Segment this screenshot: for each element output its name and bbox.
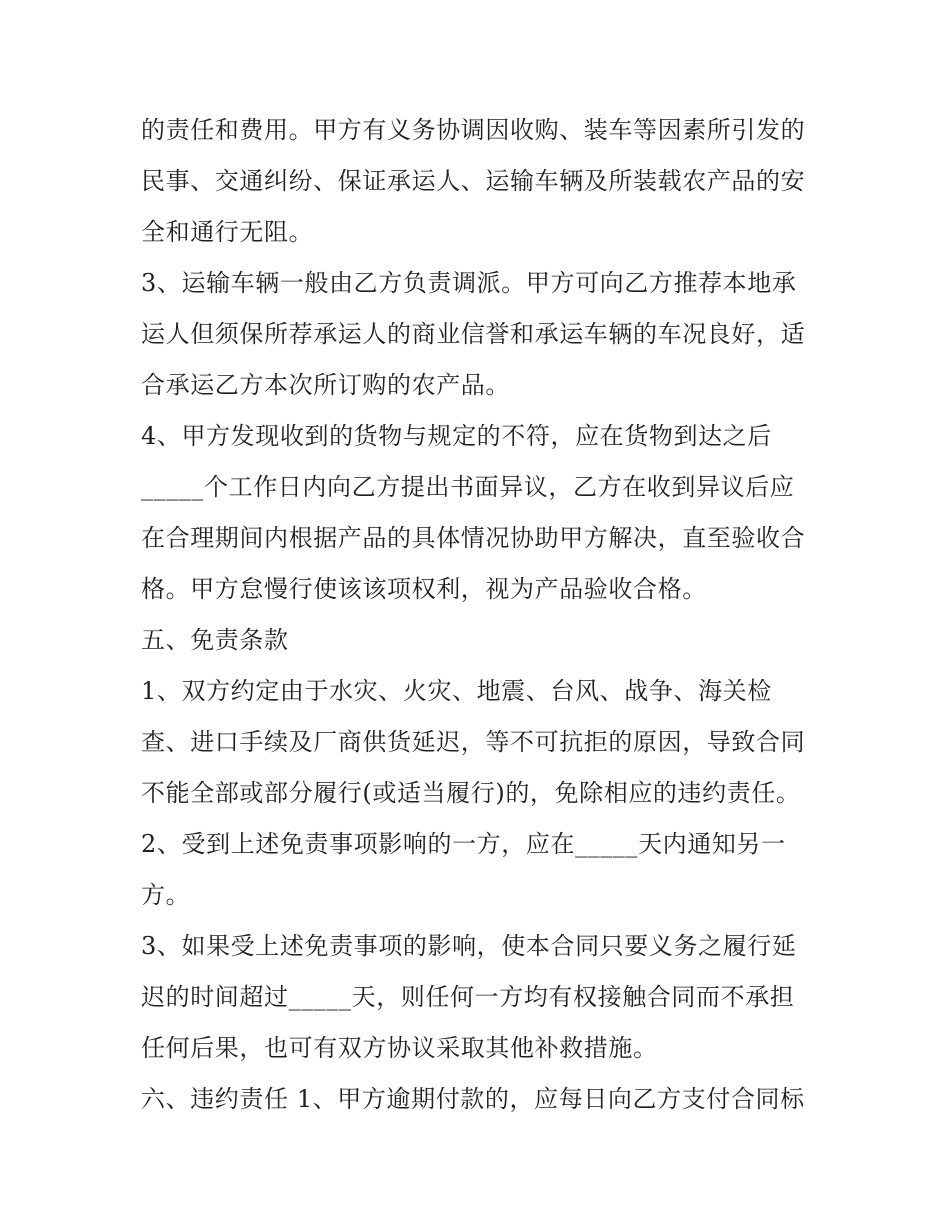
text-line: 格。甲方怠慢行使该该项权利，视为产品验收合格。 bbox=[141, 575, 707, 603]
text-line: 1、双方约定由于水灾、火灾、地震、台风、战争、海关检 bbox=[141, 677, 772, 705]
text-line: 迟的时间超过_____天，则任何一方均有权接触合同而不承担 bbox=[141, 983, 795, 1011]
text-line: _____个工作日内向乙方提出书面异议，乙方在收到异议后应 bbox=[141, 473, 795, 501]
text-line: 任何后果，也可有双方协议采取其他补救措施。 bbox=[141, 1034, 658, 1062]
text-line: 3、如果受上述免责事项的影响，使本合同只要义务之履行延 bbox=[141, 932, 797, 960]
text-line: 4、甲方发现收到的货物与规定的不符，应在货物到达之后 bbox=[141, 422, 772, 450]
text-line: 不能全部或部分履行(或适当履行)的，免除相应的违约责任。 bbox=[141, 779, 801, 807]
text-line: 全和通行无阻。 bbox=[141, 218, 314, 246]
text-line: 民事、交通纠纷、保证承运人、运输车辆及所装载农产品的安 bbox=[141, 167, 806, 195]
text-line: 的责任和费用。甲方有义务协调因收购、装车等因素所引发的 bbox=[141, 116, 806, 144]
text-line: 3、运输车辆一般由乙方负责调派。甲方可向乙方推荐本地承 bbox=[141, 269, 797, 297]
section-heading: 五、免责条款 bbox=[141, 626, 289, 654]
text-line: 在合理期间内根据产品的具体情况协助甲方解决，直至验收合 bbox=[141, 524, 806, 552]
text-line: 2、受到上述免责事项影响的一方，应在_____天内通知另一 bbox=[141, 830, 786, 858]
document-body bbox=[141, 106, 821, 1126]
text-line: 查、进口手续及厂商供货延迟，等不可抗拒的原因，导致合同 bbox=[141, 728, 806, 756]
text-line: 合承运乙方本次所订购的农产品。 bbox=[141, 371, 510, 399]
text-line: 方。 bbox=[141, 881, 191, 909]
text-line: 运人但须保所荐承运人的商业信誉和承运车辆的车况良好，适 bbox=[141, 320, 806, 348]
text-line: 六、违约责任 1、甲方逾期付款的，应每日向乙方支付合同标 bbox=[141, 1085, 805, 1113]
